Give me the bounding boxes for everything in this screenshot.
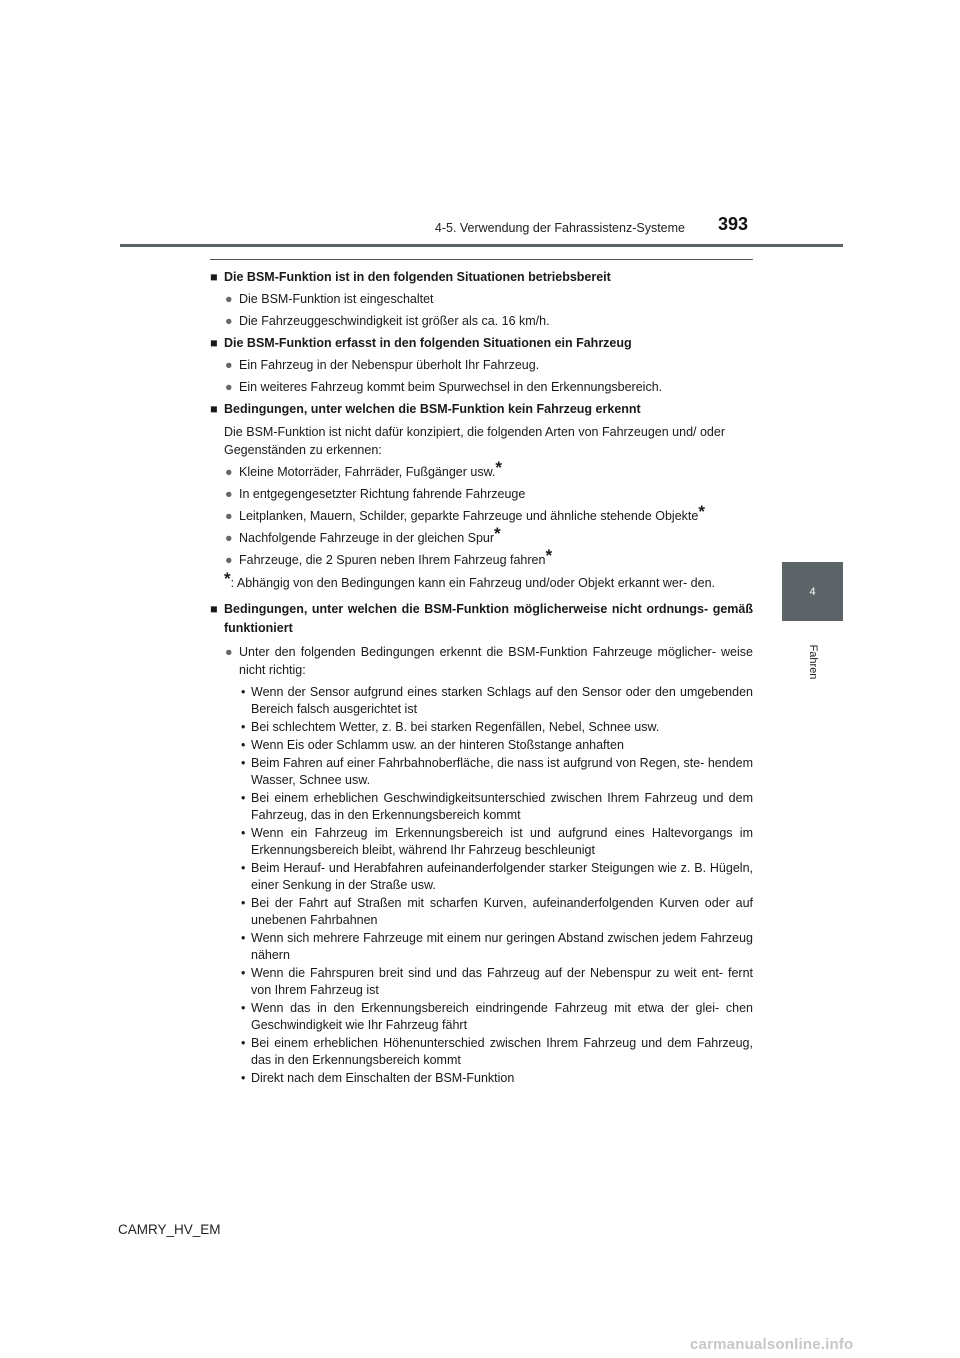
- square-bullet-icon: ■: [210, 336, 218, 350]
- condition-text: Beim Herauf- und Herabfahren aufeinanderfolgender starker Steigungen wie z. B. Hügeln, einer Senkung in der Straße usw.: [251, 861, 753, 892]
- list-item: [210, 379, 753, 396]
- footnote-asterisk: *: [494, 524, 501, 543]
- watermark-text: carmanualsonline.info: [690, 1336, 854, 1353]
- condition-item: • Bei einem erheblichen Höhenunterschied zwischen Ihrem Fahrzeug und dem Fahrzeug, das in den Erkennungsbereich kommt: [241, 1036, 753, 1067]
- circle-bullet-icon: ●: [225, 531, 233, 545]
- condition-item: • Beim Herauf- und Herabfahren aufeinanderfolgender starker Steigungen wie z. B. Hügeln, einer Senkung in der Straße usw.: [241, 861, 753, 892]
- condition-list: [210, 684, 753, 1087]
- condition-item: • Beim Fahren auf einer Fahrbahnoberfläche, die nass ist aufgrund von Regen, ste- hendem Wasser, Schnee usw.: [241, 756, 753, 787]
- section-heading-not-detected: [210, 401, 753, 418]
- list-item: [210, 643, 753, 679]
- page-number: 393: [718, 214, 749, 234]
- condition-text: Direkt nach dem Einschalten der BSM-Funktion: [251, 1071, 515, 1085]
- list-item-text: Kleine Motorräder, Fahrräder, Fußgänger usw.: [239, 465, 496, 479]
- header-rule: [120, 244, 843, 247]
- condition-text: Bei einem erheblichen Geschwindigkeitsunterschied zwischen Ihrem Fahrzeug und dem Fahrzeug, das in den Erkennungsbereich kommt: [251, 791, 753, 822]
- list-item: [210, 502, 753, 525]
- list-item-text: Fahrzeuge, die 2 Spuren neben Ihrem Fahrzeug fahren: [239, 553, 546, 567]
- condition-item: • Direkt nach dem Einschalten der BSM-Funktion: [241, 1071, 515, 1085]
- section-heading-operating: [210, 269, 753, 286]
- condition-text: Wenn ein Fahrzeug im Erkennungsbereich ist und aufgrund eines Haltevorgangs im Erkennungsbereich bleibt, während Ihr Fahrzeug beschleunigt: [251, 826, 753, 857]
- condition-item: • Wenn sich mehrere Fahrzeuge mit einem nur geringen Abstand zwischen jedem Fahrzeug nähern: [241, 931, 753, 962]
- condition-text: Bei schlechtem Wetter, z. B. bei starken Regenfällen, Nebel, Schnee usw.: [251, 720, 660, 734]
- circle-bullet-icon: ●: [225, 292, 233, 306]
- list-item: [210, 357, 753, 374]
- heading-text: Bedingungen, unter welchen die BSM-Funktion kein Fahrzeug erkennt: [224, 402, 641, 416]
- chapter-label: [803, 632, 823, 692]
- document-code: CAMRY_HV_EM: [118, 1222, 221, 1237]
- square-bullet-icon: ■: [210, 602, 218, 616]
- page-content: [210, 259, 753, 1088]
- list-item: [210, 546, 753, 569]
- condition-item: • Bei einem erheblichen Geschwindigkeitsunterschied zwischen Ihrem Fahrzeug und dem Fahrzeug, das in den Erkennungsbereich kommt: [241, 791, 753, 822]
- footnote-asterisk: *: [495, 458, 503, 477]
- list-item-text: Die BSM-Funktion ist eingeschaltet: [239, 292, 434, 306]
- condition-item: • Wenn die Fahrspuren breit sind und das Fahrzeug auf der Nebenspur zu weit ent- fernt von Ihrem Fahrzeug ist: [241, 966, 753, 997]
- circle-bullet-icon: ●: [225, 645, 233, 659]
- heading-text: Bedingungen, unter welchen die BSM-Funktion möglicherweise nicht ordnungs- gemäß funktioniert: [224, 602, 753, 635]
- condition-text: Wenn die Fahrspuren breit sind und das Fahrzeug auf der Nebenspur zu weit ent- fernt von Ihrem Fahrzeug ist: [251, 966, 753, 997]
- list-item-text: Nachfolgende Fahrzeuge in der gleichen Spur: [239, 531, 495, 545]
- condition-text: Wenn der Sensor aufgrund eines starken Schlags auf den Sensor oder den umgebenden Bereich falsch ausgerichtet ist: [251, 685, 753, 716]
- list-item-text: Ein weiteres Fahrzeug kommt beim Spurwechsel in den Erkennungsbereich.: [239, 380, 663, 394]
- list-item: [210, 458, 753, 481]
- circle-bullet-icon: ●: [225, 380, 233, 394]
- footnote: [224, 569, 753, 592]
- circle-bullet-icon: ●: [225, 358, 233, 372]
- intro-paragraph: Die BSM-Funktion ist nicht dafür konzipiert, die folgenden Arten von Fahrzeugen und/ oder Gegenständen zu erkennen:: [224, 425, 725, 457]
- condition-item: • Wenn Eis oder Schlamm usw. an der hinteren Stoßstange anhaften: [241, 738, 624, 752]
- list-item: [210, 291, 753, 308]
- list-item-text: Ein Fahrzeug in der Nebenspur überholt Ihr Fahrzeug.: [239, 358, 540, 372]
- condition-text: Wenn Eis oder Schlamm usw. an der hinteren Stoßstange anhaften: [251, 738, 624, 752]
- condition-text: Bei einem erheblichen Höhenunterschied zwischen Ihrem Fahrzeug und dem Fahrzeug, das in den Erkennungsbereich kommt: [251, 1036, 753, 1067]
- section-heading-malfunction: [210, 600, 753, 638]
- square-bullet-icon: ■: [210, 270, 218, 284]
- circle-bullet-icon: ●: [225, 487, 233, 501]
- header-section-title: 4-5. Verwendung der Fahrassistenz-Systeme: [434, 221, 685, 235]
- condition-text: Wenn sich mehrere Fahrzeuge mit einem nur geringen Abstand zwischen jedem Fahrzeug nähern: [251, 931, 753, 962]
- list-item-text: Die Fahrzeuggeschwindigkeit ist größer als ca. 16 km/h.: [239, 314, 550, 328]
- condition-item: • Bei schlechtem Wetter, z. B. bei starken Regenfällen, Nebel, Schnee usw.: [241, 720, 660, 734]
- heading-text: Die BSM-Funktion ist in den folgenden Situationen betriebsbereit: [224, 270, 611, 284]
- heading-text: Die BSM-Funktion erfasst in den folgenden Situationen ein Fahrzeug: [224, 336, 632, 350]
- list-item-text: Unter den folgenden Bedingungen erkennt die BSM-Funktion Fahrzeuge möglicher- weise nicht richtig:: [239, 645, 753, 677]
- footnote-text: : Abhängig von den Bedingungen kann ein Fahrzeug und/oder Objekt erkannt wer- den.: [230, 576, 715, 590]
- circle-bullet-icon: ●: [225, 314, 233, 328]
- list-item: [210, 486, 753, 503]
- condition-item: • Wenn der Sensor aufgrund eines starken Schlags auf den Sensor oder den umgebenden Bereich falsch ausgerichtet ist: [241, 685, 753, 716]
- condition-text: Wenn das in den Erkennungsbereich eindringende Fahrzeug mit etwa der glei- chen Geschwindigkeit wie Ihr Fahrzeug fährt: [251, 1001, 753, 1032]
- footnote-asterisk: *: [224, 569, 231, 588]
- list-item-text: Leitplanken, Mauern, Schilder, geparkte Fahrzeuge und ähnliche stehende Objekte: [239, 509, 699, 523]
- condition-text: Beim Fahren auf einer Fahrbahnoberfläche, die nass ist aufgrund von Regen, ste- hendem Wasser, Schnee usw.: [251, 756, 753, 787]
- list-item: [210, 524, 753, 547]
- circle-bullet-icon: ●: [225, 509, 233, 523]
- footnote-asterisk: *: [698, 502, 705, 521]
- chapter-number: 4: [809, 586, 816, 598]
- chapter-tab: [782, 562, 843, 621]
- circle-bullet-icon: ●: [225, 465, 233, 479]
- condition-text: Bei der Fahrt auf Straßen mit scharfen Kurven, aufeinanderfolgenden Kurven oder auf unebenen Fahrbahnen: [251, 896, 753, 927]
- condition-item: • Wenn ein Fahrzeug im Erkennungsbereich ist und aufgrund eines Haltevorgangs im Erkennungsbereich bleibt, während Ihr Fahrzeug beschleunigt: [241, 826, 753, 857]
- footnote-asterisk: *: [545, 546, 553, 565]
- chapter-label-text: Fahren: [807, 644, 819, 680]
- list-item-text: In entgegengesetzter Richtung fahrende Fahrzeuge: [239, 487, 526, 501]
- circle-bullet-icon: ●: [225, 553, 233, 567]
- list-item: [210, 313, 753, 330]
- condition-item: • Bei der Fahrt auf Straßen mit scharfen Kurven, aufeinanderfolgenden Kurven oder auf unebenen Fahrbahnen: [241, 896, 753, 927]
- square-bullet-icon: ■: [210, 402, 218, 416]
- condition-item: • Wenn das in den Erkennungsbereich eindringende Fahrzeug mit etwa der glei- chen Geschwindigkeit wie Ihr Fahrzeug fährt: [241, 1001, 753, 1032]
- section-heading-detects: [210, 335, 753, 352]
